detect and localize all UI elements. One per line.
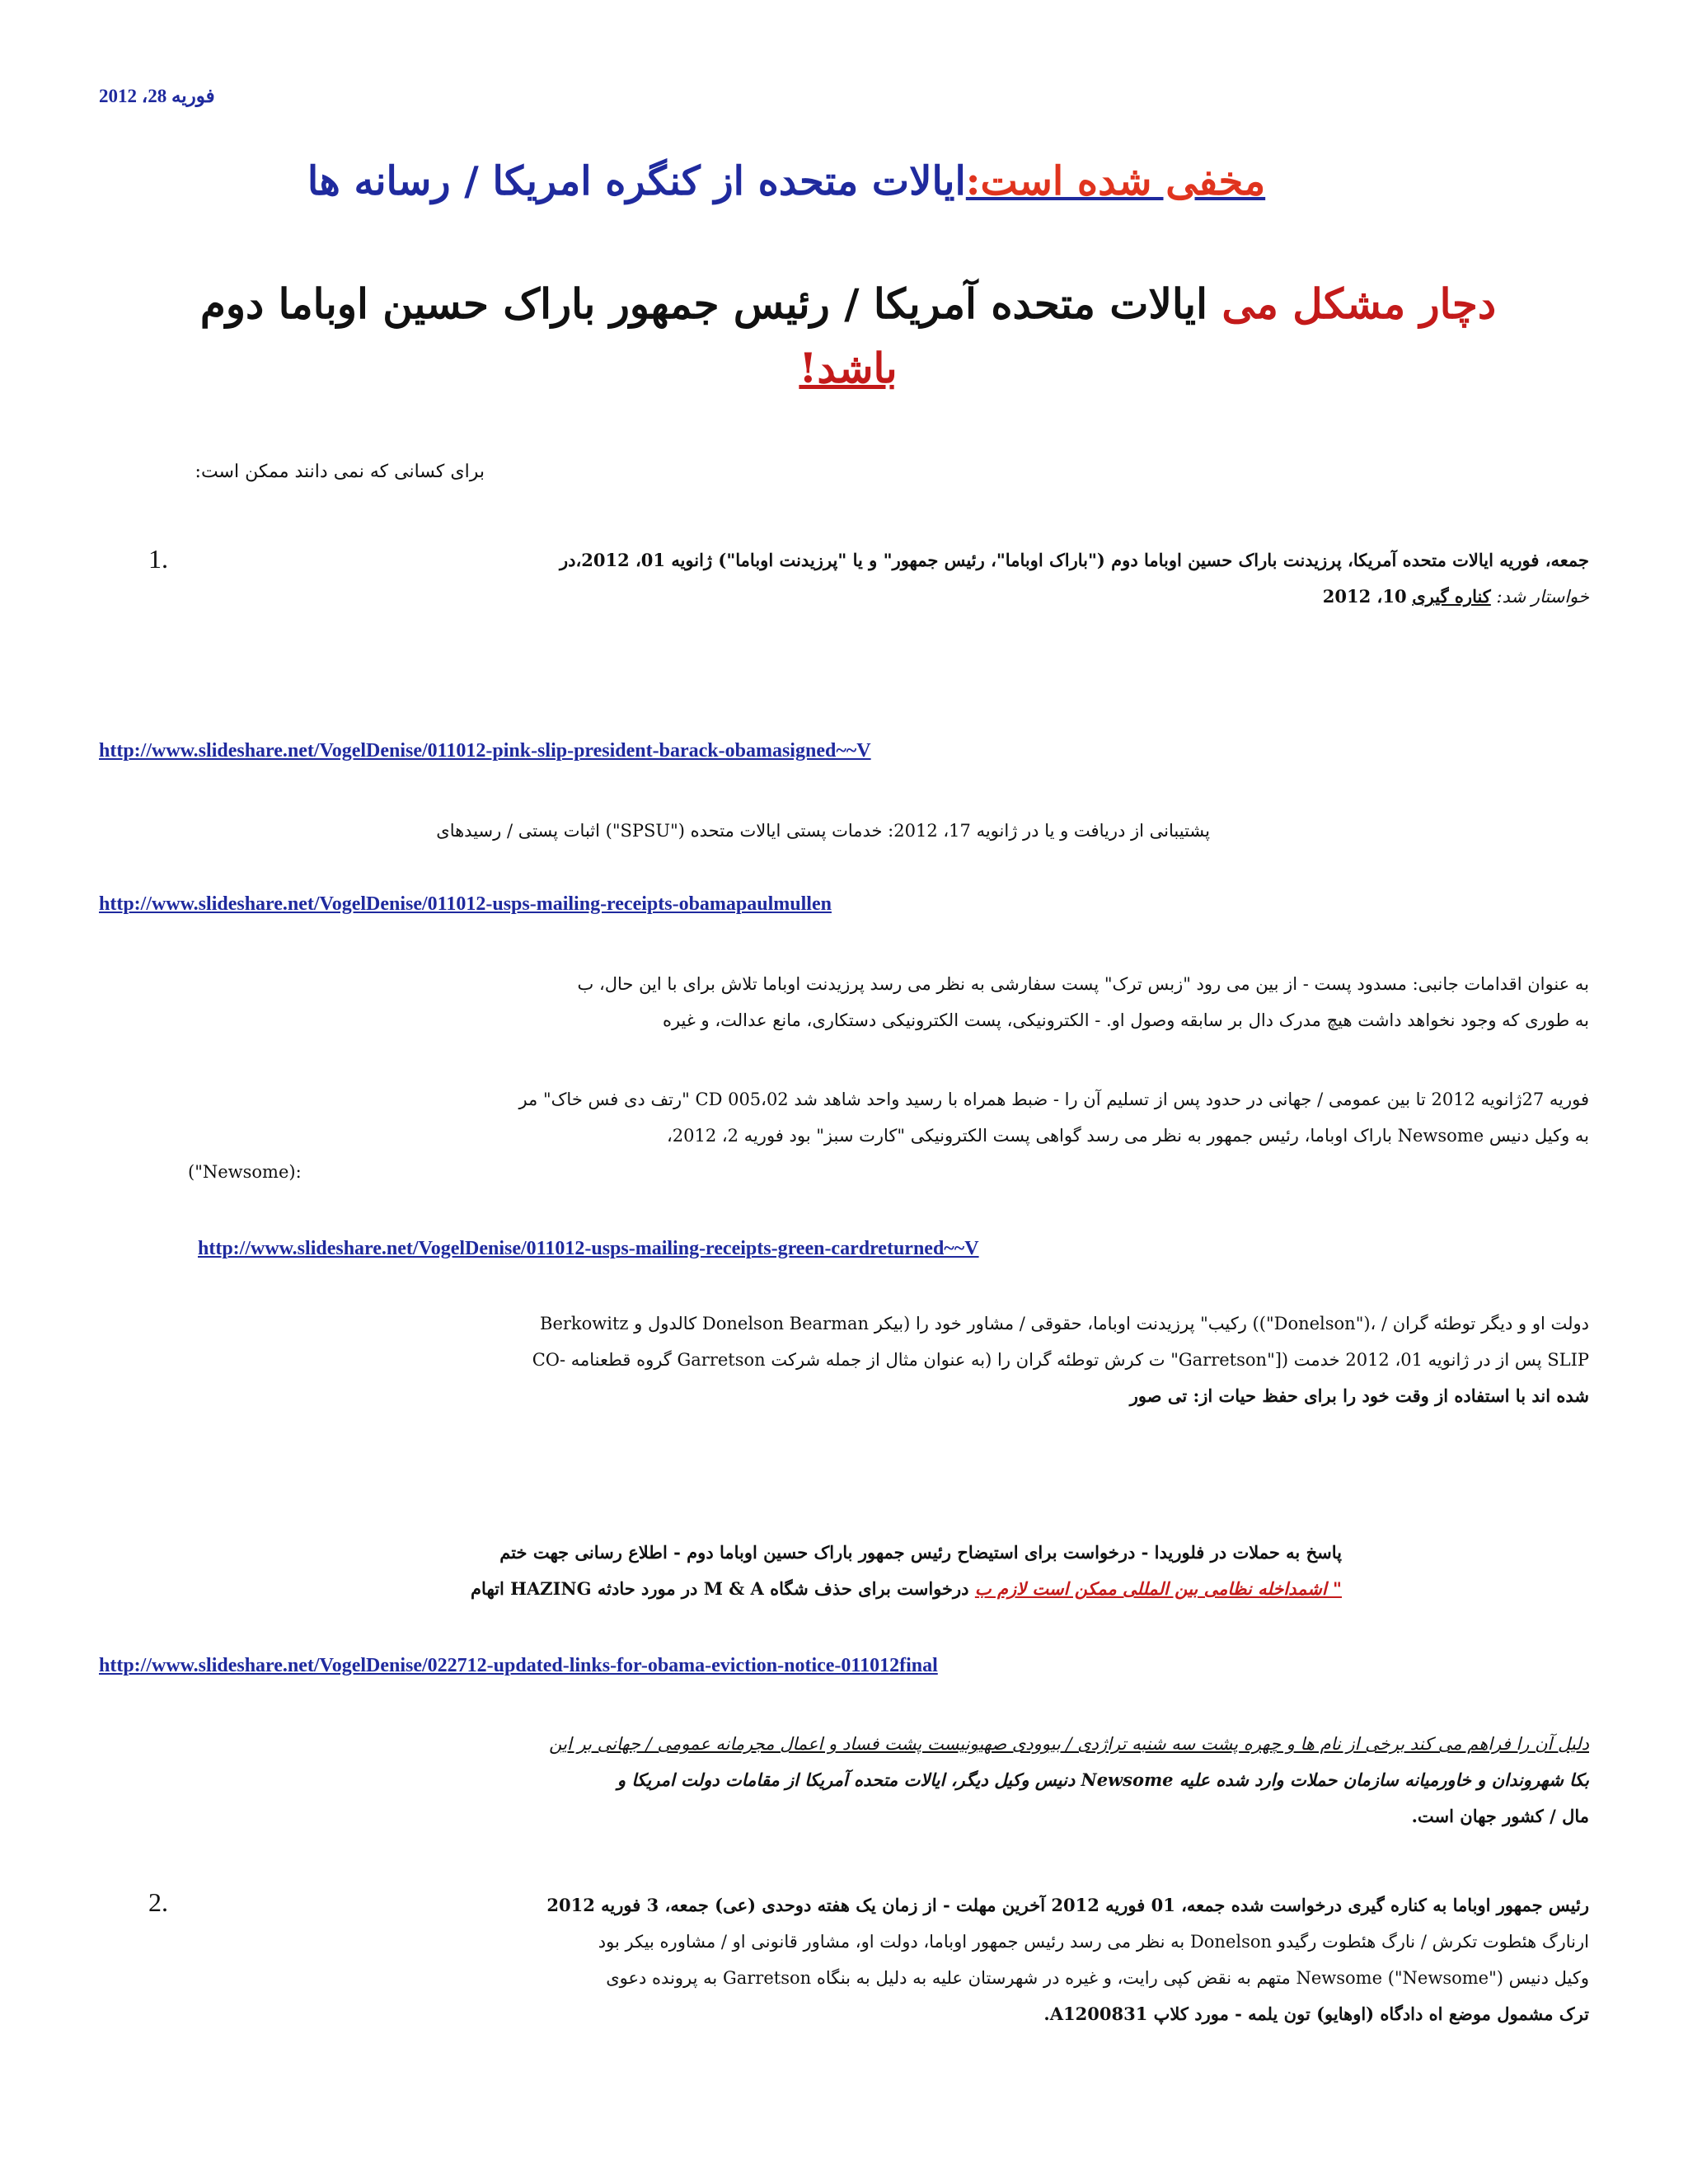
item-2-text <box>204 1887 1589 2032</box>
cd-line-2: به وکیل دنیس Newsome باراک اوباما، رئیس جمهور به نظر می رسد گواهی پست الکترونیکی "کارت سبز" بود فوریه 2، 2012، <box>666 1126 1589 1146</box>
main-title <box>148 158 1424 204</box>
item-1-line-2-prefix: خواستار شد: <box>1496 587 1589 607</box>
link-eviction-notice[interactable]: http://www.slideshare.net/VogelDenise/022712-updated-links-for-obama-eviction-notice-011012final <box>99 1655 938 1676</box>
cd-line-3: ("Newsome): <box>188 1162 302 1183</box>
item-1-line-2-date: 10، 2012 <box>1322 586 1407 607</box>
conspirators-line-1: دولت او و دیگر توطئه گران / ،("Donelson")) رکیب" پرزیدنت اوباما، حقوقی / مشاور خود را (بیکر Donelson Bearman کالدول و Berkowitz <box>540 1314 1589 1333</box>
side-actions-paragraph <box>188 966 1589 1038</box>
item-2-line-2: ارنارگ هئطوت تکرش / نارگ هئطوت رگیدو Donelson به نظر می رسد رئیس جمهور اوباما، دولت او، مشاور قانونی او / مشاوره بیکر بود <box>598 1932 1589 1952</box>
florida-line-1: پاسخ به حملات در فلوریدا - درخواست برای استیضاح رئیس جمهور باراک حسین اوباما دوم - اطلاع رسانی جهت ختم <box>499 1542 1342 1563</box>
link-green-card[interactable]: http://www.slideshare.net/VogelDenise/011012-usps-mailing-receipts-green-cardreturned~~V <box>198 1238 979 1259</box>
florida-line-2 <box>353 1571 1342 1607</box>
item-1-line-1: جمعه، فوریه ایالات متحده آمریکا، پرزیدنت باراک حسین اوباما دوم ("باراک اوباما"، رئیس جمهور" و یا "پرزیدنت اوباما") ژانویه 01، 2012،در <box>559 550 1589 570</box>
item-2-line-4: ترک مشمول موضع اه دادگاه (اوهایو) تون یلمه - مورد کلاپ A1200831. <box>1043 2004 1589 2025</box>
names-line-2: بکا شهروندان و خاورمیانه سازمان حملات وارد شده علیه Newsome دنیس وکیل دیگر، ایالات متحده آمریکا از مقامات دولت امریکا و <box>617 1769 1589 1791</box>
usps-text: پشتیبانی از دریافت و یا در ژانویه 17، 2012: خدمات پستی ایالات متحده ("SPSU") اثبات پستی / رسیدهای <box>436 821 1210 841</box>
link-usps-receipts[interactable]: http://www.slideshare.net/VogelDenise/011012-usps-mailing-receipts-obamapaulmullen <box>99 893 832 915</box>
subtitle-red-part: دچار مشکل می <box>1221 279 1497 328</box>
conspirators-line-3: شده اند با استفاده از وقت خود را برای حفظ حیات از: تی صور <box>1129 1385 1589 1407</box>
cd-line-1: فوریه 27ژانویه 2012 تا بین عمومی / جهانی در حدود پس از تسلیم آن را - ضبط همراه با رسید واحد شاهد شد CD 005،02 "رتف دی فس خاک" مر <box>518 1090 1589 1109</box>
item-2-line-1: رئیس جمهور اوباما به کناره گیری درخواست شده جمعه، 01 فوریه 2012 آخرین مهلت - از زمان یک هفته دوحدی (عی) جمعه، 3 فوریه 2012 <box>546 1895 1589 1915</box>
item-1-number: 1. <box>148 544 168 574</box>
letter-date: فوریه 28، 2012 <box>99 86 215 106</box>
side-actions-line-1: به عنوان اقدامات جانبی: مسدود پست - از بین می رود "زبس ترک" پست سفارشی به نظر می رسد پرزیدنت اوباما تلاش برای با این حال، ب <box>577 974 1589 994</box>
link-pink-slip[interactable]: http://www.slideshare.net/VogelDenise/011012-pink-slip-president-barack-obamasigned~~V <box>99 740 871 762</box>
florida-paragraph <box>353 1535 1342 1607</box>
florida-red-quote: " اشمداخله نظامی بین المللی ممکن است لازم ب <box>974 1578 1342 1600</box>
title-red-part: مخفی شده است: <box>965 158 1266 204</box>
subtitle <box>115 272 1581 400</box>
conspirators-line-2: SLIP پس از در ژانویه 01، 2012 خدمت (["Garretson" ت کرش توطئه گران را (به عنوان مثال از جمله شرکت Garretson گروه قطعنامه -CO <box>532 1350 1589 1371</box>
item-2-line-3: وکیل دنیس Newsome ("Newsome") متهم به نقض کپی رایت، و غیره در شهرستان علیه به دلیل به بنگاه Garretson به پرونده دعوی <box>606 1968 1589 1989</box>
side-actions-line-2: به طوری که وجود نخواهد داشت هیچ مدرک دال بر سابقه وصول او. - الکترونیکی، پست الکترونیکی دستکاری، مانع عدالت، و غیره <box>662 1010 1589 1031</box>
item-1-text <box>204 542 1589 615</box>
item-2-number: 2. <box>148 1887 168 1917</box>
intro-text: برای کسانی که نمی دانند ممکن است: <box>195 462 485 482</box>
florida-line-2-rest: درخواست برای حذف شگاه M & A در مورد حادثه HAZING اتهام <box>471 1578 969 1600</box>
subtitle-line2: باشد! <box>799 343 898 392</box>
item-1-line-2-underlined: کناره گیری <box>1412 586 1491 607</box>
title-blue-part: ایالات متحده از کنگره امریکا / رسانه ها <box>307 158 966 204</box>
names-line-3: مال / کشور جهان است. <box>1411 1806 1589 1827</box>
cd-paragraph <box>188 1081 1589 1190</box>
item-1-line-2 <box>204 579 1589 615</box>
subtitle-black-part: ایالات متحده آمریکا / رئیس جمهور باراک حسین اوباما دوم <box>199 279 1207 328</box>
names-paragraph <box>188 1726 1589 1835</box>
conspirators-paragraph <box>188 1305 1589 1414</box>
names-line-1: دلیل آن را فراهم می کند برخی از نام ها و چهره پشت سه شنبه تراژدی / بیوودی صهیونیست پشت فساد و اعمال مجرمانه عمومی / جهانی بر این <box>549 1734 1589 1754</box>
